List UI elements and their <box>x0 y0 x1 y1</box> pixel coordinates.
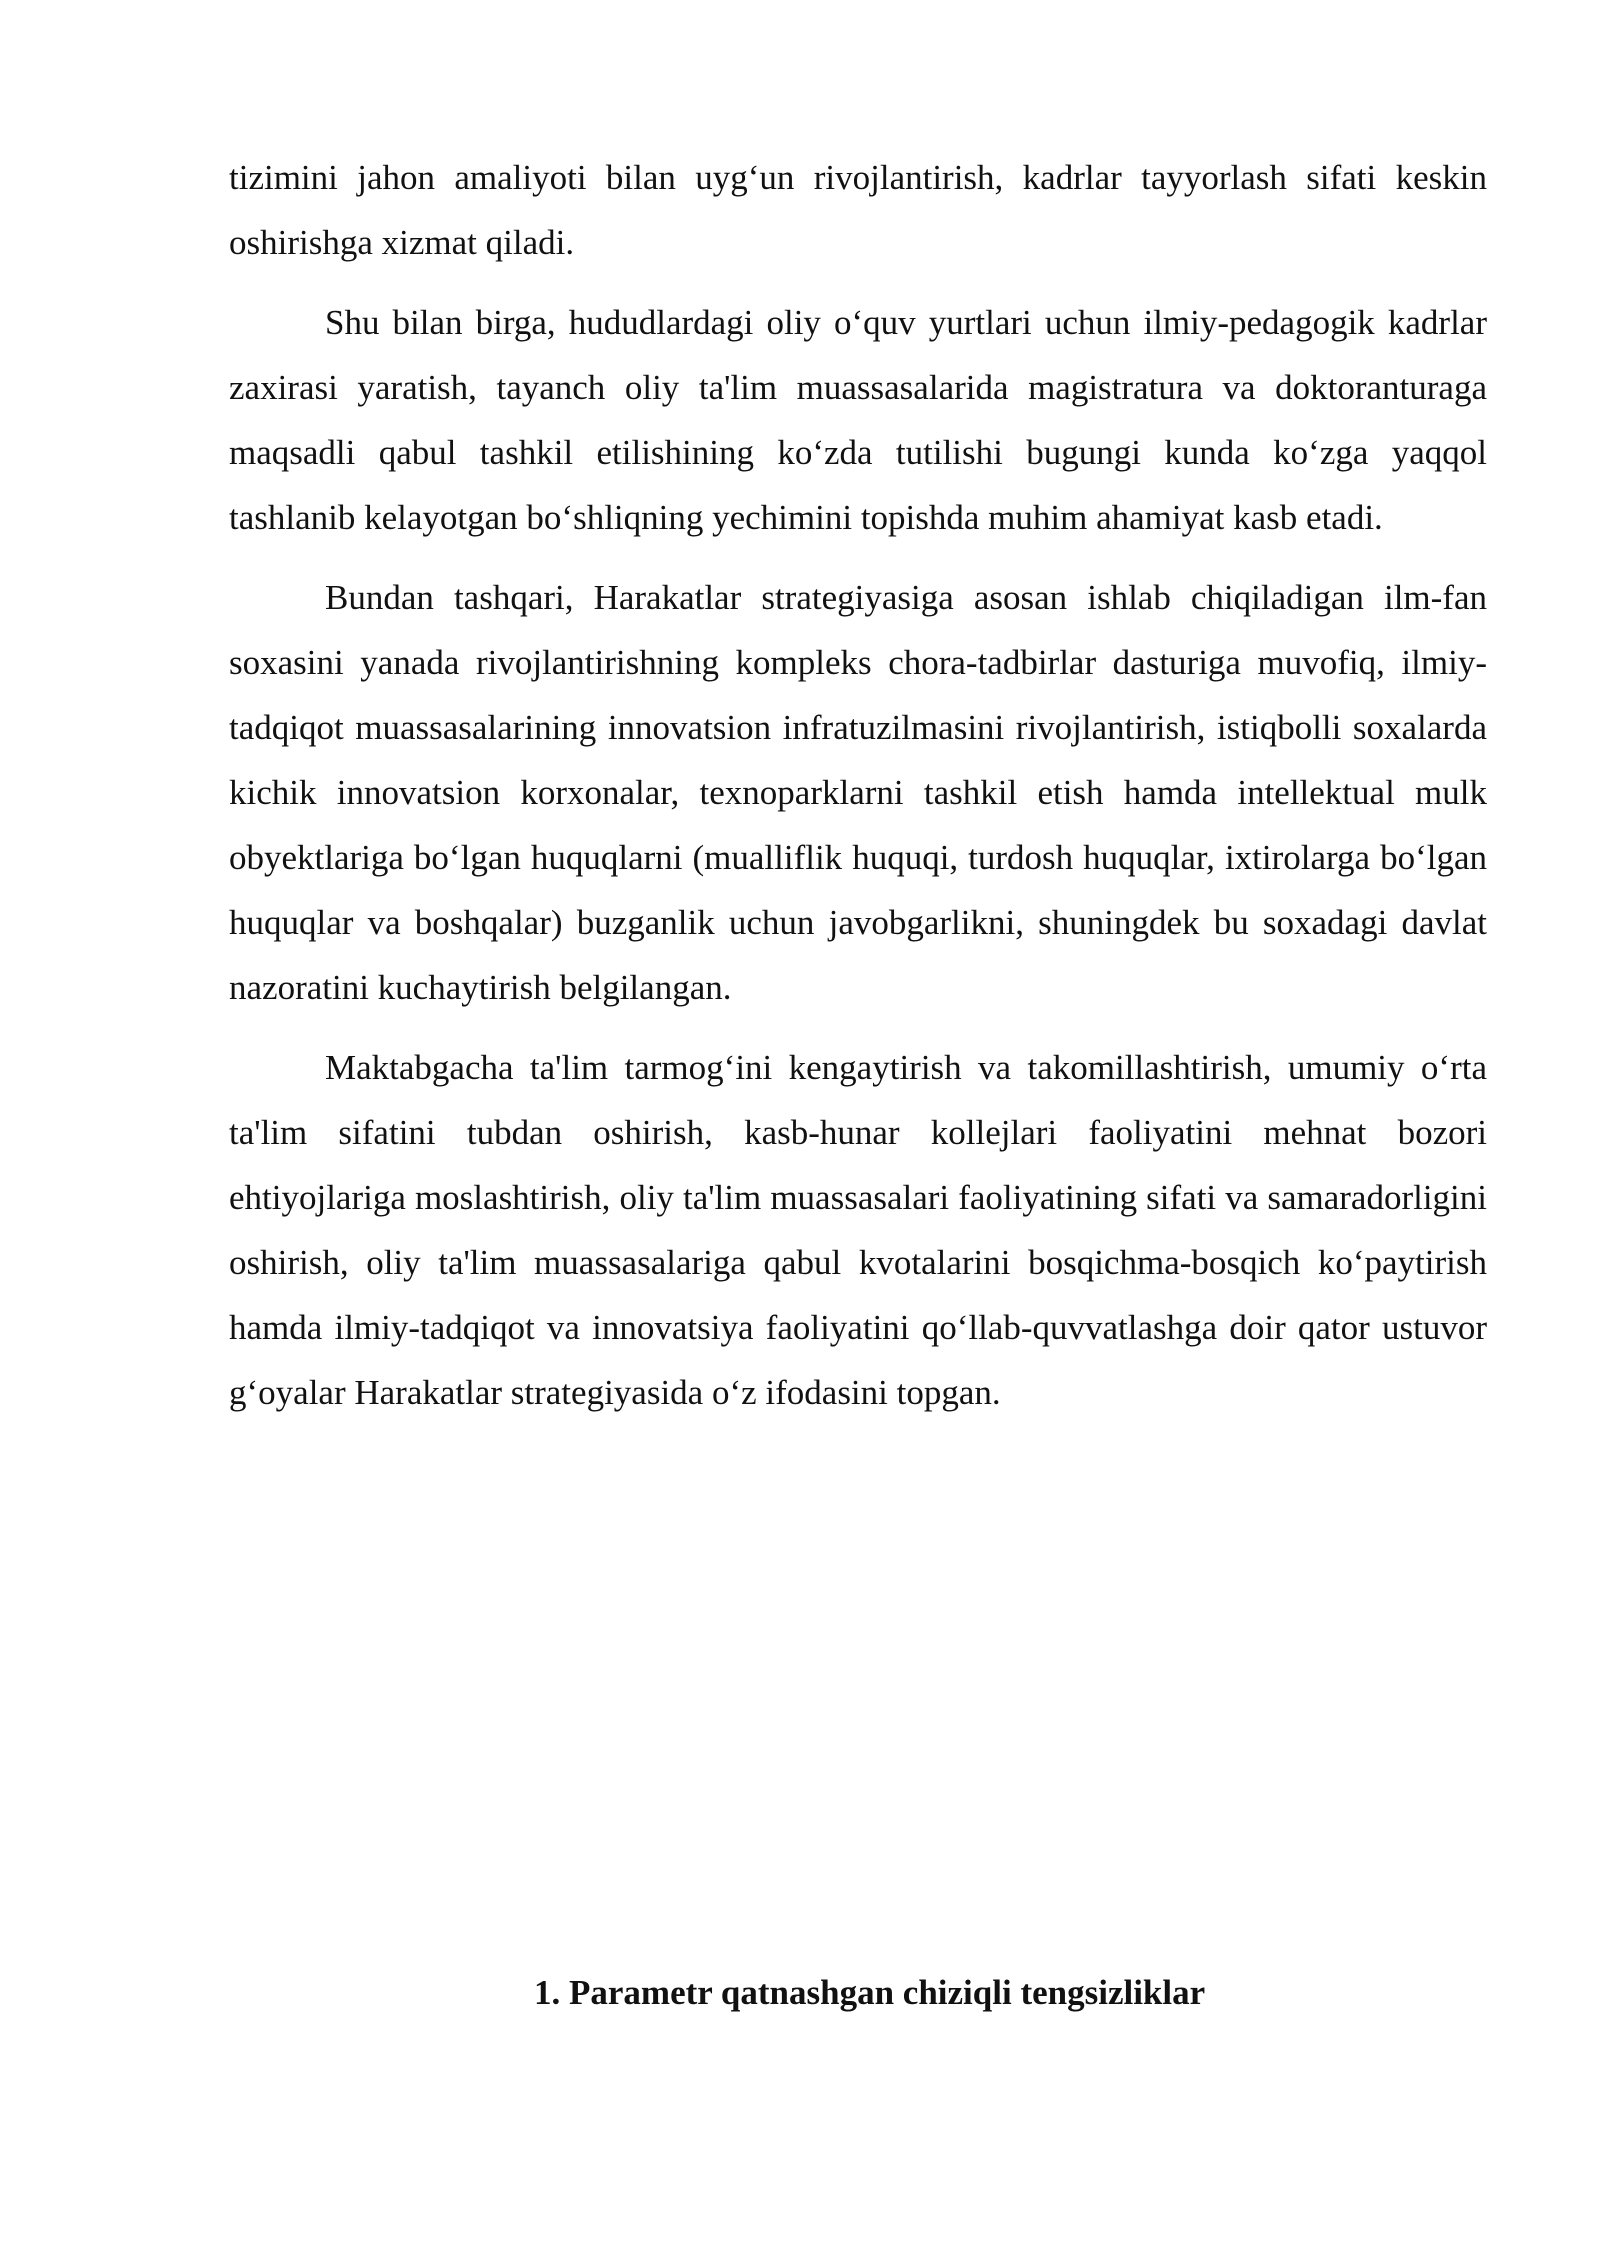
body-text <box>229 145 1487 1440</box>
section-heading: 1. Parametr qatnashgan chiziqli tengsizliklar <box>534 1973 1206 2012</box>
paragraph-continuation: tizimini jahon amaliyoti bilan uyg‘un rivojlantirish, kadrlar tayyorlash sifati keskin oshirishga xizmat qiladi. <box>229 158 1487 262</box>
paragraph-education-priorities: Maktabgacha ta'lim tarmog‘ini kengaytirish va takomillashtirish, umumiy o‘rta ta'lim sifatini tubdan oshirish, kasb-hunar kollejlari faoliyatini mehnat bozori ehtiyojlariga moslashtirish, oliy ta'lim muassasalari faoliyatining sifati va samaradorligini oshirish, oliy ta'lim muassasalariga qabul kvotalarini bosqichma-bosqich ko‘paytirish hamda ilmiy-tadqiqot va innovatsiya faoliyatini qo‘llab-quvvatlashga doir qator ustuvor g‘oyalar Harakatlar strategiyasida o‘z ifodasini topgan. <box>229 1048 1487 1412</box>
paragraph-cadre-reserve: Shu bilan birga, hududlardagi oliy o‘quv yurtlari uchun ilmiy-pedagogik kadrlar zaxirasi yaratish, tayanch oliy ta'lim muassasalarida magistratura va doktoranturaga maqsadli qabul tashkil etilishining ko‘zda tutilishi bugungi kunda ko‘zga yaqqol tashlanib kelayotgan bo‘shliqning yechimini topishda muhim ahamiyat kasb etadi. <box>229 303 1487 537</box>
paragraph-strategy-science: Bundan tashqari, Harakatlar strategiyasiga asosan ishlab chiqiladigan ilm-fan soxasini yanada rivojlantirishning kompleks chora-tadbirlar dasturiga muvofiq, ilmiy-tadqiqot muassasalarining innovatsion infratuzilmasini rivojlantirish, istiqbolli soxalarda kichik innovatsion korxonalar, texnoparklarni tashkil etish hamda intellektual mulk obyektlariga bo‘lgan huquqlarni (mualliflik huquqi, turdosh huquqlar, ixtirolarga bo‘lgan huquqlar va boshqalar) buzganlik uchun javobgarlikni, shuningdek bu soxadagi davlat nazoratini kuchaytirish belgilangan. <box>229 578 1487 1007</box>
